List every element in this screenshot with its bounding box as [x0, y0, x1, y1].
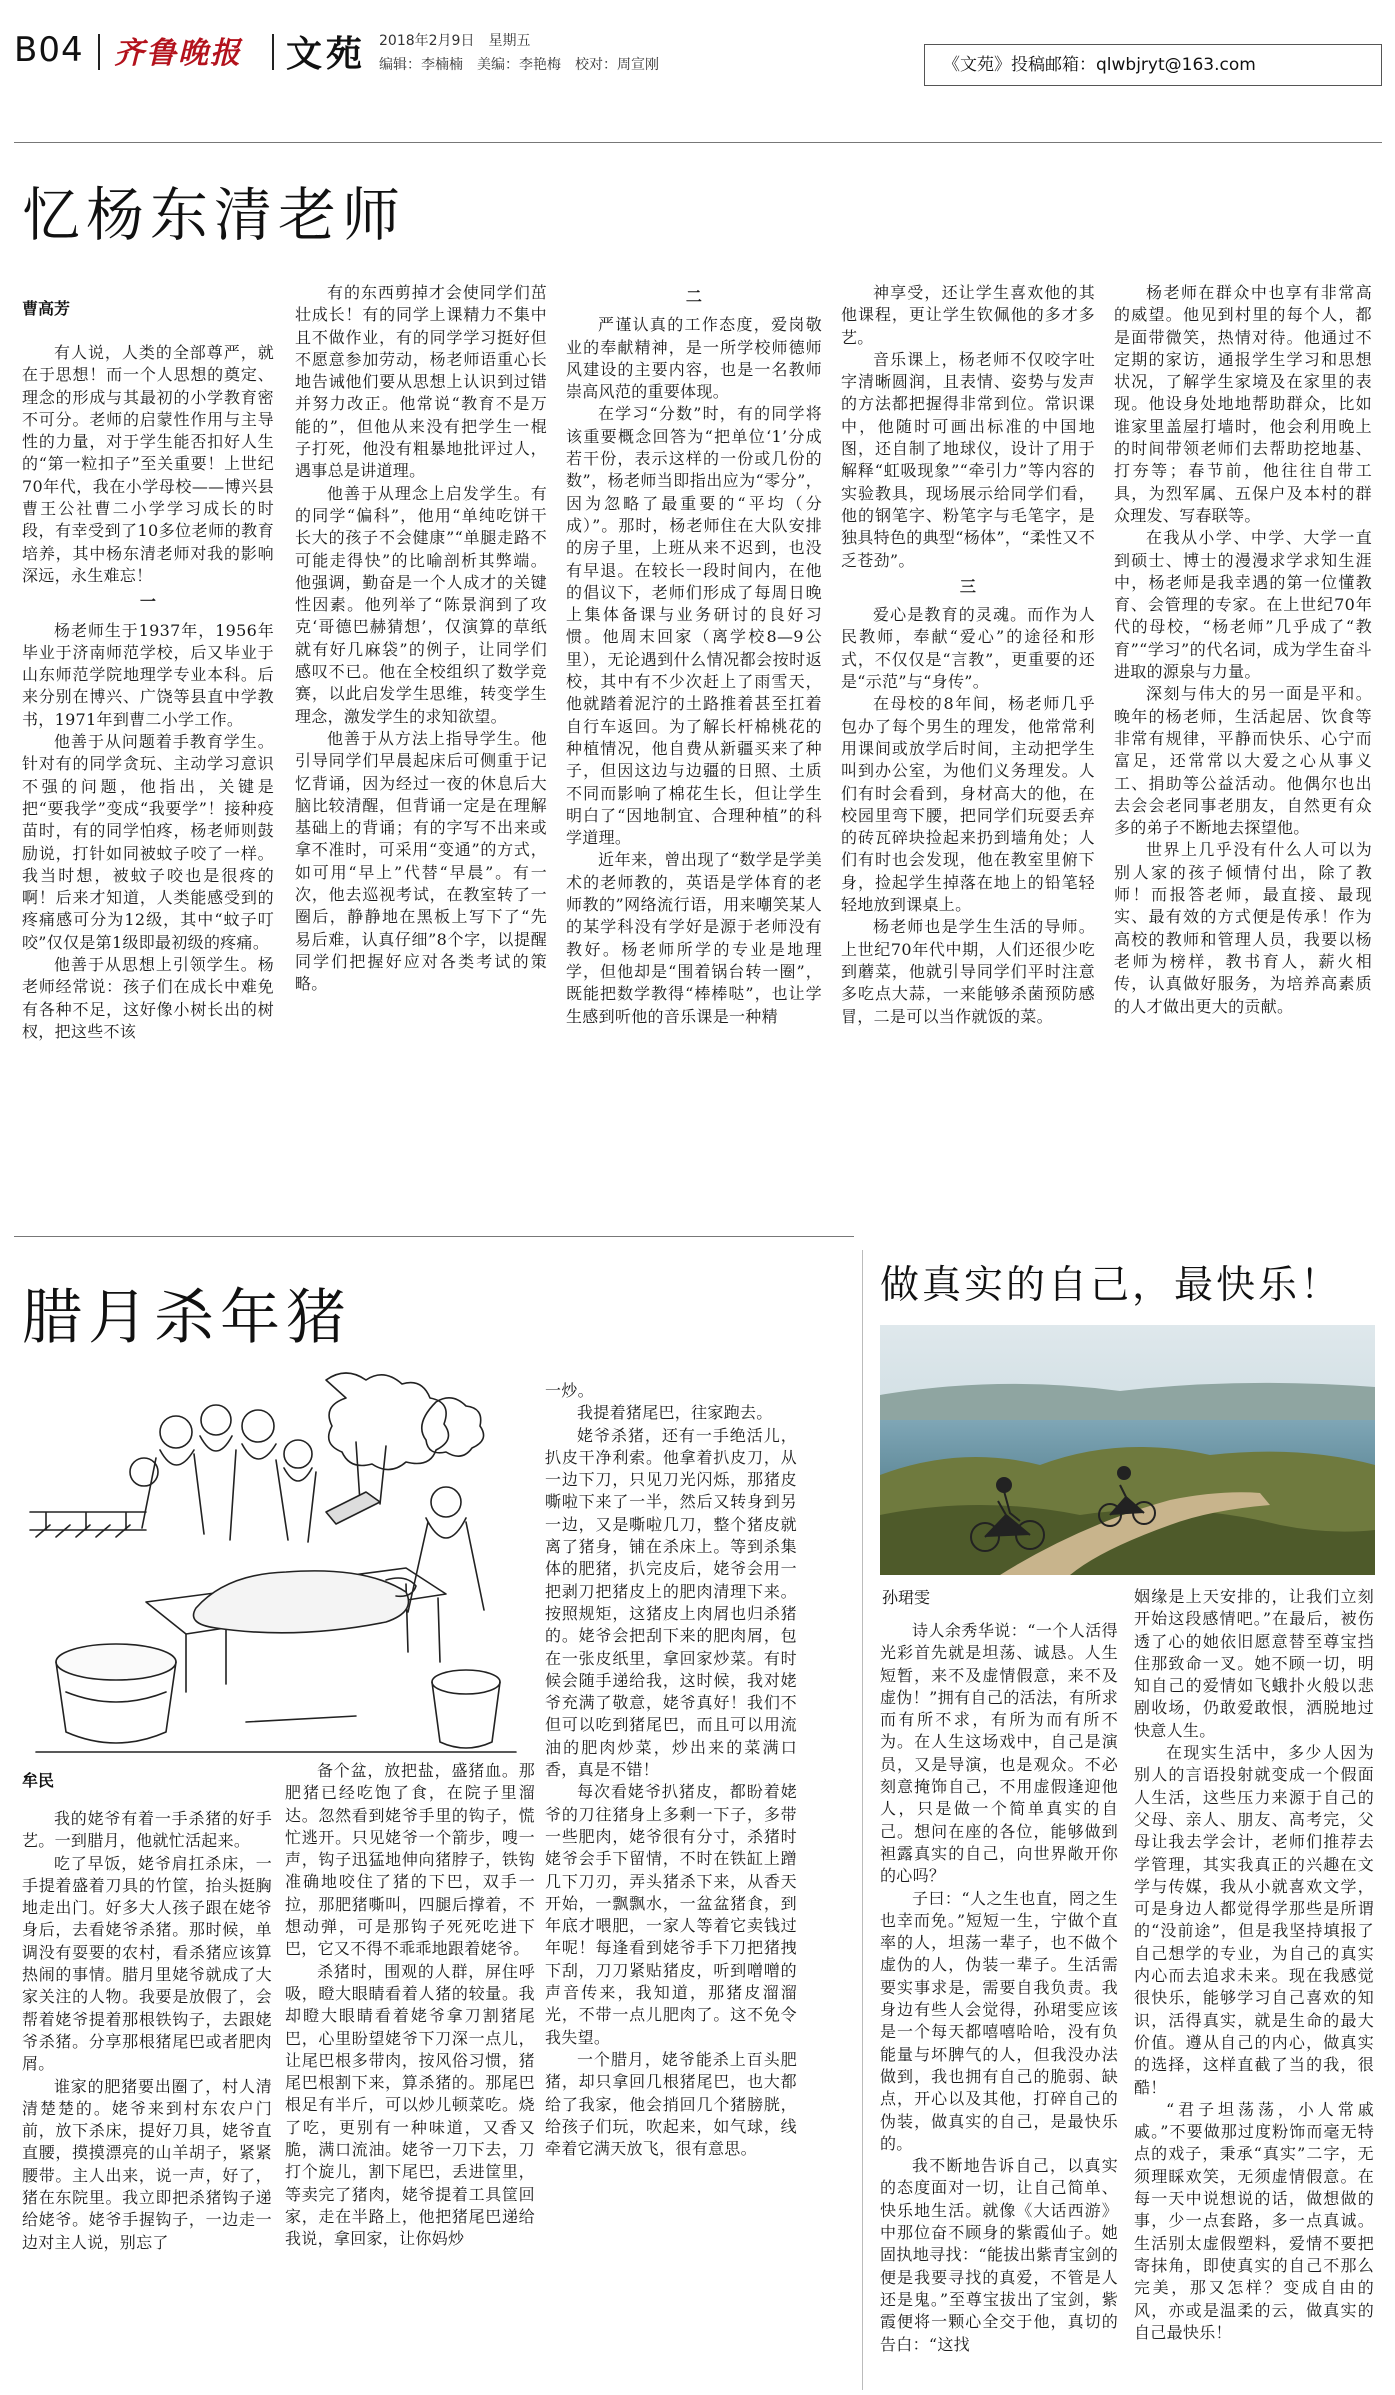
paragraph: 深刻与伟大的另一面是平和。晚年的杨老师，生活起居、饮食等非常有规律，平静而快乐、心宁而富足，还常常以大爱之心从事义工、捐助等公益活动。他偶尔也出去会会老同事老朋友，自然更有众多的弟子不断地去探望他。: [1114, 684, 1372, 838]
paragraph: 我提着猪尾巴，往家跑去。: [577, 1403, 773, 1423]
paragraph: 有的东西剪掉才会使同学们茁壮成长！有的同学上课精力不集中且不做作业，有的同学学习挺好但不愿意参加劳动，杨老师语重心长地告诫他们要从思想上认识到过错并努力改正。他常说“教育不是万能的”，但他从来没有把学生一棍子打死，他没有粗暴地批评过人，遇事总是讲道理。: [295, 283, 547, 481]
paragraph: 他善于从思想上引领学生。杨老师经常说：孩子们在成长中难免有各种不足，这好像小树长出的树杈，把这些不该: [22, 955, 274, 1041]
article1-column-5: [1114, 282, 1372, 1222]
paragraph: 神享受，还让学生喜欢他的其他课程，更让学生钦佩他的多才多艺。: [841, 283, 1095, 347]
section-number: 二: [685, 287, 703, 306]
article1-column-2: [295, 282, 547, 1222]
article2-top-rule: [14, 1236, 854, 1237]
paragraph: 一炒。: [545, 1381, 594, 1400]
paragraph: 诗人余秀华说：“一个人活得光彩首先就是坦荡、诚恳。人生短暂，来不及虚情假意，来不及虚伪！”拥有自己的活法，有所求而有所不求，有所为而有所不为。在人生这场戏中，自己是演员，又是导演，也是观众。不必刻意掩饰自己，不用虚假逢迎他人，只是做一个简单真实的自己。想问在座的各位，能够做到袒露真实的自己，向世界敞开你的心吗？: [880, 1621, 1118, 1886]
article1-column-4: [841, 282, 1095, 1222]
paragraph: 姥爷杀猪，还有一手绝活儿，扒皮干净利索。他拿着扒皮刀，从一边下刀，只见刀光闪烁，那猪皮嘶啦下来了一半，然后又转身到另一边，又是嘶啦几刀，整个猪皮就离了猪身，铺在杀床上。等到杀集体的肥猪，扒完皮后，姥爷会用一把剥刀把猪皮上的肥肉清理下来。按照规矩，这猪皮上肉屑也归杀猪的。姥爷会把刮下来的肥肉屑，包在一张皮纸里，拿回家炒菜。有时候会随手递给我，这时候，我对姥爷充满了敬意，姥爷真好！我们不但可以吃到猪尾巴，而且可以用流油的肥肉炒菜，炒出来的菜满口香，真是不错！: [545, 1425, 797, 1780]
issue-date: 2018年2月9日 星期五: [379, 33, 531, 49]
paragraph: 杨老师也是学生生活的导师。上世纪70年代中期，人们还很少吃到蘑菜，他就引导同学们平时注意多吃点大蒜，一来能够杀菌预防感冒，二是可以当作就饭的菜。: [841, 917, 1095, 1026]
paragraph: 在我从小学、中学、大学一直到硕士、博士的漫漫求学求知生涯中，杨老师是我幸遇的第一位懂教育、会管理的专家。在上世纪70年代的母校，“杨老师”几乎成了“教育”“学习”的代名词，成为学生奋斗进取的源泉与力量。: [1114, 528, 1372, 682]
article-divider: [862, 1250, 863, 2390]
paragraph: 杀猪时，围观的人群，屏住呼吸，瞪大眼睛看着人猪的较量。我却瞪大眼睛看着姥爷拿刀割猪尾巴，心里盼望姥爷下刀深一点儿，让尾巴根多带肉，按风俗习惯，猪尾巴根割下来，算杀猪的。那尾巴根足有半斤，可以炒儿顿菜吃。烧了吃，更别有一种味道，又香又脆，满口流油。姥爷一刀下去，刀打个旋儿，割下尾巴，丢进筐里，等卖完了猪肉，姥爷提着工具筐回家，走在半路上，他把猪尾巴递给我说，拿回家，让你妈炒: [285, 1961, 535, 2249]
paragraph: 近年来，曾出现了“数学是学美术的老师教的，英语是学体育的老师教的”网络流行语，用来嘲笑某人的某学科没有学好是源于老师没有教好。杨老师所学的专业是地理学，但他却是“围着锅台转一圈”，既能把数学教得“棒棒哒”，也让学生感到听他的音乐课是一种精: [566, 850, 822, 1026]
paragraph: 子曰：“人之生也直，罔之生也幸而免。”短短一生，宁做个直率的人，坦荡一辈子，也不做个虚伪的人，伪装一辈子。生活需要实事求是，需要自我负责。我身边有些人会觉得，孙珺雯应该是一个每天都嘻嘻哈哈，没有负能量与坏脾气的人，但我没办法做到，我也拥有自己的脆弱、缺点，开心以及其他，打碎自己的伪装，做真实的自己，是最快乐的。: [880, 1888, 1118, 2153]
article3-column-2: [1134, 1586, 1374, 2388]
paragraph: 吃了早饭，姥爷肩扛杀床，一手提着盛着刀具的竹筐，抬头挺胸地走出门。好多大人孩子跟在姥爷身后，去看姥爷杀猪。那时候，单调没有耍要的农村，看杀猪应该算热闹的事情。腊月里姥爷就成了大家关注的人物。我要是放假了，会帮着姥爷提着那根铁钩子，去跟姥爷杀猪。分享那根猪尾巴或者肥肉屑。: [22, 1853, 272, 2074]
article3-author: 孙珺雯: [882, 1588, 931, 1607]
section-number: 三: [959, 576, 977, 596]
newspaper-logo: 齐鲁晚报: [114, 36, 242, 71]
article3-column-1: [880, 1620, 1118, 2388]
article2-column-2: [285, 1760, 535, 2388]
paragraph: 每次看姥爷扒猪皮，都盼着姥爷的刀往猪身上多剩一下子，多带一些肥肉，姥爷很有分寸，杀猪时姥爷会手下留情，不时在铁缸上蹭几下刀刃，弄头猪杀下来，从香天开始，一飘飘水，一盆盆猪食，到年底才喂肥，一家人等着它卖钱过年呢！每逢看到姥爷手下刀把猪拽下刮，刀刀紧贴猪皮，听到噌噌的声音传来，我知道，那猪皮溜溜光，不带一点儿肥肉了。这不免令我失望。: [545, 1782, 797, 2047]
paragraph: 备个盆，放把盐，盛猪血。那肥猪已经吃饱了食，在院子里溜达。忽然看到姥爷手里的钩子，慌忙逃开。只见姥爷一个箭步，嗖一声，钩子迅猛地伸向猪脖子，铁钩准确地咬住了猪的下巴，双手一拉，那肥猪嘶叫，四腿后撑着，不想动弹，可是那钩子死死吃进下巴，它又不得不乖乖地跟着姥爷。: [285, 1761, 535, 1959]
paragraph: 一个腊月，姥爷能杀上百头肥猪，却只拿回几根猪尾巴，也大都给了我家，他会捎回几个猪膀胱，给孩子们玩，吹起来，如气球，线牵着它满天放飞，很有意思。: [545, 2049, 797, 2159]
article2-title: 腊月杀年猪: [22, 1283, 352, 1353]
paragraph: 有人说，人类的全部尊严，就在于思想！而一个人思想的奠定、理念的形成与其最初的小学教育密不可分。老师的启蒙性作用与主导性的力量，对于学生能否扣好人生的“第一粒扣子”至关重要！上世纪70年代，我在小学母校——博兴县曹王公社曹二小学学习成长的时段，有幸受到了10多位老师的教育培养，其中杨东清老师对我的影响深远，永生难忘！: [22, 343, 274, 585]
paragraph: 我的姥爷有着一手杀猪的好手艺。一到腊月，他就忙活起来。: [22, 1809, 272, 1851]
cyclists-photo: [880, 1325, 1375, 1575]
article3-title: 做真实的自己，最快乐！: [880, 1263, 1343, 1308]
staff-credits: 编辑：李楠楠 美编：李艳梅 校对：周宣刚: [379, 57, 659, 73]
paragraph: 在母校的8年间，杨老师几乎包办了每个男生的理发，他常常利用课间或放学后时间，主动把学生叫到办公室，为他们义务理发。人们有时会看到，身材高大的他，在校园里弯下腰，把同学们玩耍丢弃的砖瓦碎块捡起来扔到墙角处；人们有时也会发现，他在教室里俯下身，捡起学生掉落在地上的铅笔轻轻地放到课桌上。: [841, 694, 1095, 915]
section-number: 一: [139, 592, 157, 612]
masthead: [14, 20, 1382, 76]
article2-column-1: [22, 1808, 272, 2388]
masthead-divider: [272, 34, 274, 70]
article2-author: 牟民: [22, 1771, 55, 1790]
paragraph: 严谨认真的工作态度，爱岗敬业的奉献精神，是一所学校师德师风建设的主要内容，也是一名教师崇高风范的重要体现。: [566, 315, 822, 402]
paragraph: 他善于从方法上指导学生。他引导同学们早晨起床后可侧重于记忆背诵，因为经过一夜的休息后大脑比较清醒，但背诵一定是在理解基础上的背诵；有的字写不出来或拿不准时，可采用“变通”的方式，如可用“早上”代替“早晨”。有一次，他去巡视考试，在教室转了一圈后，静静地在黑板上写下了“先易后难，认真仔细”8个字，以提醒同学们把握好应对各类考试的策略。: [295, 728, 547, 994]
paragraph: 杨老师在群众中也享有非常高的威望。他见到村里的每个人，都是面带微笑，热情对待。他通过不定期的家访，通报学生学习和思想状况，了解学生家境及在家里的表现。他设身处地地帮助群众，比如谁家里盖屋打墙时，他会利用晚上的时间带领老师们去帮助挖地基、打夯等；春节前，他往往自带工具，为烈军属、五保户及本村的群众理发、写春联等。: [1114, 283, 1372, 525]
paragraph: 他善于从问题着手教育学生。针对有的同学贪玩、主动学习意识不强的问题，他指出，关键是把“要我学”变成“我要学”！接种疫苗时，有的同学怕疼，杨老师则鼓励说，打针如同被蚊子咬了一样。我当时想，被蚊子咬也是很疼的啊！后来才知道，人类能感受到的疼痛感可分为12级，其中“蚊子叮咬”仅仅是第1级即最初级的疼痛。: [22, 732, 274, 952]
paragraph: 世界上几乎没有什么人可以为别人家的孩子倾情付出，除了教师！而报答老师，最直接、最现实、最有效的方式便是传承！作为高校的教师和管理人员，我要以杨老师为榜样，教书育人，薪火相传，认真做好服务，为培养高素质的人才做出更大的贡献。: [1114, 840, 1372, 1016]
paragraph: “君子坦荡荡，小人常戚戚。”不要做那过度粉饰而毫无特点的戏子，秉承“真实”二字，无须理睬欢笑，无须虚情假意。在每一天中说想说的话，做想做的事，少一点套路，多一点真诚。生活别太虚假塑料，爱情不要把寄抹角，即使真实的自己不那么完美，那又怎样？变成自由的风，亦或是温柔的云，做真实的自己最快乐！: [1134, 2099, 1374, 2342]
submission-email: 《文苑》投稿邮箱：qlwbjryt@163.com: [924, 44, 1382, 86]
page-number: B04: [14, 30, 84, 70]
paragraph: 他善于从理念上启发学生。有的同学“偏科”，他用“单纯吃饼干长大的孩子不会健康”“单腿走路不可能走得快”的比喻剖析其弊端。他强调，勤奋是一个人成才的关键性因素。他列举了“陈景润到了攻克‘哥德巴赫猜想’，仅演算的草纸就有好几麻袋”的例子，让同学们感叹不已。他在全校组织了数学竞赛，以此启发学生思维，转变学生理念，激发学生的求知欲望。: [295, 483, 547, 726]
paragraph: 姻缘是上天安排的，让我们立刻开始这段感情吧。”在最后，被伤透了心的她依旧愿意替至尊宝挡住那致命一叉。她不顾一切，明知自己的爱情如飞蛾扑火般以悲剧收场，仍敢爱敢恨，洒脱地过快意人生。: [1134, 1587, 1374, 1740]
masthead-rule: [14, 142, 1382, 143]
paragraph: 杨老师生于1937年，1956年毕业于济南师范学校，后又毕业于山东师范学院地理学专业本科。后来分别在博兴、广饶等县直中学教书，1971年到曹二小学工作。: [22, 620, 274, 729]
paragraph: 我不断地告诉自己，以真实的态度面对一切，让自己简单、快乐地生活。就像《大话西游》中那位奋不顾身的紫霞仙子。她固执地寻找：“能拔出紫青宝剑的便是我要寻找的真爱，不管是人还是鬼。”至尊宝拔出了宝剑，紫霞便将一颗心全交于他，真切的告白：“这找: [880, 2156, 1118, 2354]
article1-title: 忆杨东清老师: [22, 181, 407, 249]
paragraph: 爱心是教育的灵魂。而作为人民教师，奉献“爱心”的途径和形式，不仅仅是“言教”，更重要的还是“示范”与“身传”。: [841, 605, 1095, 692]
article2-column-3: [545, 1380, 797, 2388]
article1-column-1: [22, 342, 274, 1222]
pig-slaughter-illustration: [26, 1362, 526, 1758]
article1-author: 曹高芳: [22, 299, 71, 318]
paragraph: 在学习“分数”时，有的同学将该重要概念回答为“把单位‘1’分成若干份，表示这样的一份或几份的数”，杨老师当即指出应为“零分”，因为忽略了最重要的“平均（分成）”。那时，杨老师住在大队安排的房子里，上班从来不迟到，也没有早退。在较长一段时间内，在他的倡议下，老师们形成了每周日晚上集体备课与业务研讨的良好习惯。他周末回家（离学校8—9公里），无论遇到什么情况都会按时返校，其中有不少次赶上了雨雪天，他就踏着泥泞的土路推着甚至扛着自行车返回。为了解长杆棉桃花的种植情况，他自费从新疆买来了种子，但因这边与边疆的日照、土质不同而影响了棉花生长，但让学生明白了“因地制宜、合理种植”的科学道理。: [566, 404, 822, 848]
section-title: 文苑: [286, 33, 367, 75]
article1-column-3: [566, 282, 822, 1222]
paragraph: 在现实生活中，多少人因为别人的言语投射就变成一个假面人生活，这些压力来源于自己的父母、亲人、朋友、高考完，父母让我去学会计，老师们推荐去学管理，其实我真正的兴趣在文学与传媒，我从小就喜欢文学，可是身边人都觉得学那些是所谓的“没前途”，但是我坚持填报了自己想学的专业，为自己的真实内心而去追求未来。现在我感觉很快乐，能够学习自己喜欢的知识，活得真实，就是生命的最大价值。遵从自己的内心，做真实的选择，这样直截了当的我，很酷！: [1134, 1743, 1374, 2097]
paragraph: 谁家的肥猪要出圈了，村人清清楚楚的。姥爷来到村东农户门前，放下杀床，提好刀具，姥爷直直腰，摸摸漂亮的山羊胡子，紧紧腰带。主人出来，说一声，好了，猪在东院里。我立即把杀猪钩子递给姥爷。姥爷手握钩子，一边走一边对主人说，别忘了: [22, 2076, 272, 2252]
masthead-divider: [98, 34, 100, 70]
paragraph: 音乐课上，杨老师不仅咬字吐字清晰圆润，且表情、姿势与发声的方法都把握得非常到位。常识课中，他随时可画出标准的中国地图，还自制了地球仪，设计了用于解释“虹吸现象”“牵引力”等内容的实验教具，现场展示给同学们看，他的钢笔字、粉笔字与毛笔字，是独具特色的典型“杨体”，“柔性又不乏苍劲”。: [841, 349, 1095, 570]
